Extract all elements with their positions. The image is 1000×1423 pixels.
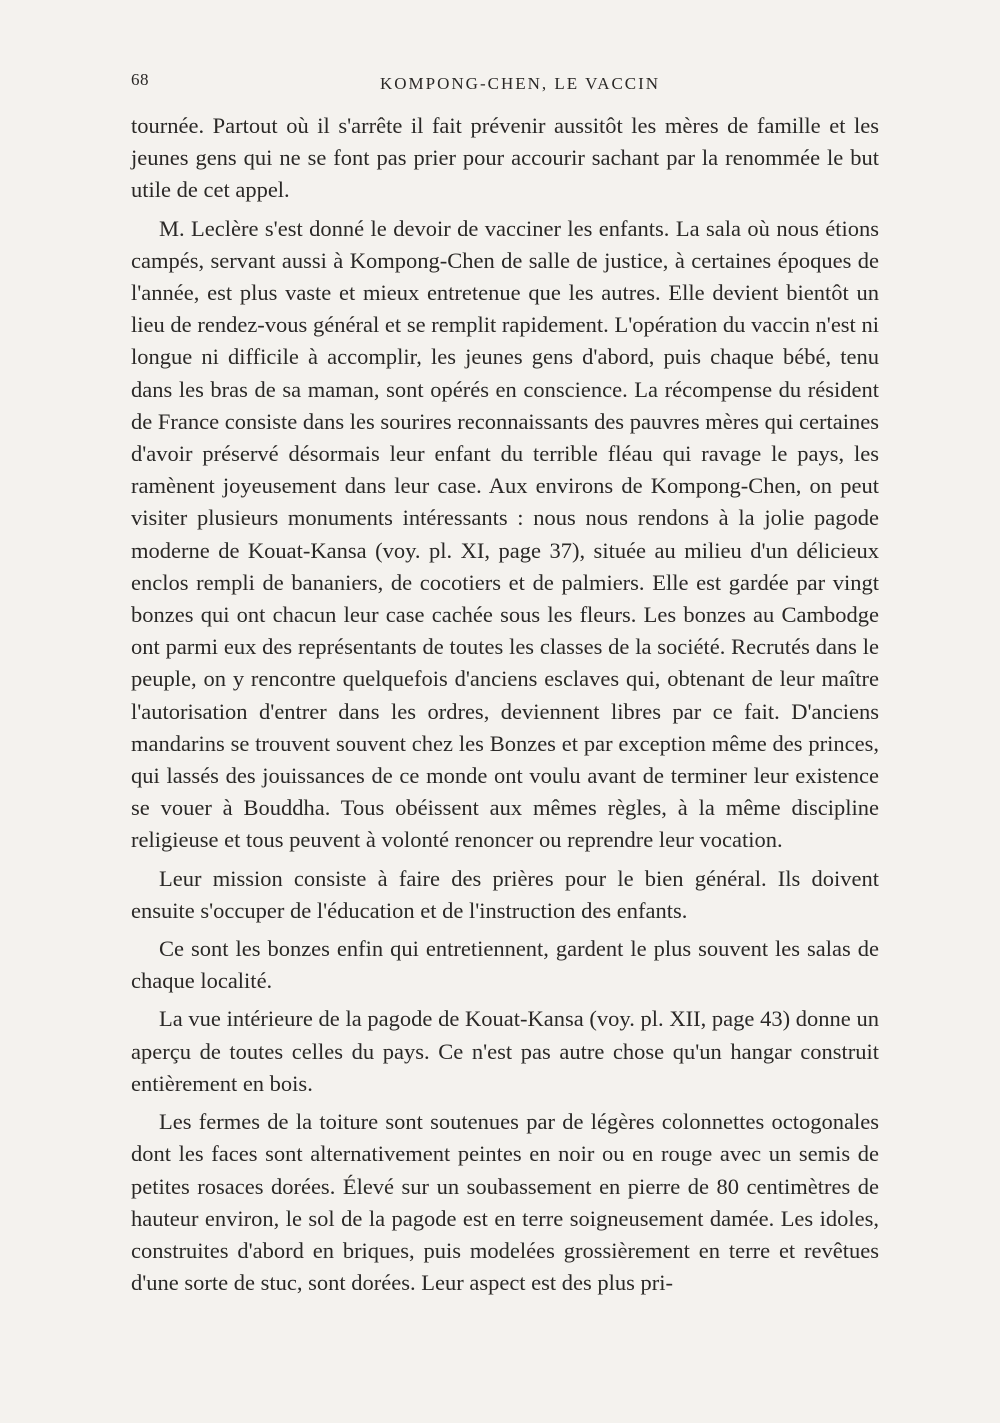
paragraph-roof-structure: Les fermes de la toiture sont soutenues par de légères colonnettes octogonales dont les faces sont alternativement peintes en noir ou en rouge avec un semis de petites rosaces dorées. Élevé sur un soubassement en pierre de 80 centimètres de hauteur environ, le sol de la pagode est en terre soigneusement damée. Les idoles, construites d'abord en briques, puis modelées grossièrement en terre et revêtues d'une sorte de stuc, sont dorées. Leur aspect est des plus pri- (131, 1109, 879, 1296)
paragraph-continuation: tournée. Partout où il s'arrête il fait prévenir aussitôt les mères de famille et les jeunes gens qui ne se font pas prier pour accourir sachant par la renommée le but utile de cet appel. (131, 113, 879, 203)
paragraph-salas: Ce sont les bonzes enfin qui entretiennent, gardent le plus souvent les salas de chaque localité. (131, 936, 879, 994)
running-title: KOMPONG-CHEN, LE VACCIN (380, 74, 661, 93)
page-number: 68 (131, 70, 149, 89)
paragraph-mission: Leur mission consiste à faire des prières pour le bien général. Ils doivent ensuite s'occuper de l'éducation et de l'instruction des enfants. (131, 865, 879, 923)
paragraph-pagoda-view: La vue intérieure de la pagode de Kouat-Kansa (voy. pl. XII, page 43) donne un aperçu de toutes celles du pays. Ce n'est pas autre chose qu'un hangar construit entièrement en bois. (131, 1006, 879, 1096)
paragraph-vaccination: M. Leclère s'est donné le devoir de vacciner les enfants. La sala où nous étions campés, servant aussi à Kompong-Chen de salle de justice, à certaines époques de l'année, est plus vaste et mieux entretenue que les autres. Elle devient bientôt un lieu de rendez-vous général et se remplit rapidement. L'opération du vaccin n'est ni longue ni difficile à accomplir, les jeunes gens d'abord, puis chaque bébé, tenu dans les bras de sa maman, sont opérés en conscience. La récompense du résident de France consiste dans les sourires reconnaissants des pauvres mères qui certaines d'avoir préservé désormais leur enfant du terrible fléau qui ravage le pays, les ramènent joyeusement dans leur case. Aux environs de Kompong-Chen, on peut visiter plusieurs monuments intéressants : nous nous rendons à la jolie pagode moderne de Kouat-Kansa (voy. pl. XI, page 37), située au milieu d'un délicieux enclos rempli de bananiers, de cocotiers et de palmiers. Elle est gardée par vingt bonzes qui ont chacun leur case cachée sous les fleurs. Les bonzes au Cambodge ont parmi eux des représentants de toutes les classes de la société. Recrutés dans le peuple, on y rencontre quelquefois d'anciens esclaves qui, obtenant de leur maître l'autorisation d'entrer dans les ordres, deviennent libres par ce fait. D'anciens mandarins se trouvent souvent chez les Bonzes et par exception même des princes, qui lassés des jouissances de ce monde ont voulu avant de terminer leur existence se vouer à Bouddha. Tous obéissent aux mêmes règles, à la même discipline religieuse et tous peuvent à volonté renoncer ou reprendre leur vocation. (131, 215, 879, 853)
body-text (131, 110, 879, 1305)
